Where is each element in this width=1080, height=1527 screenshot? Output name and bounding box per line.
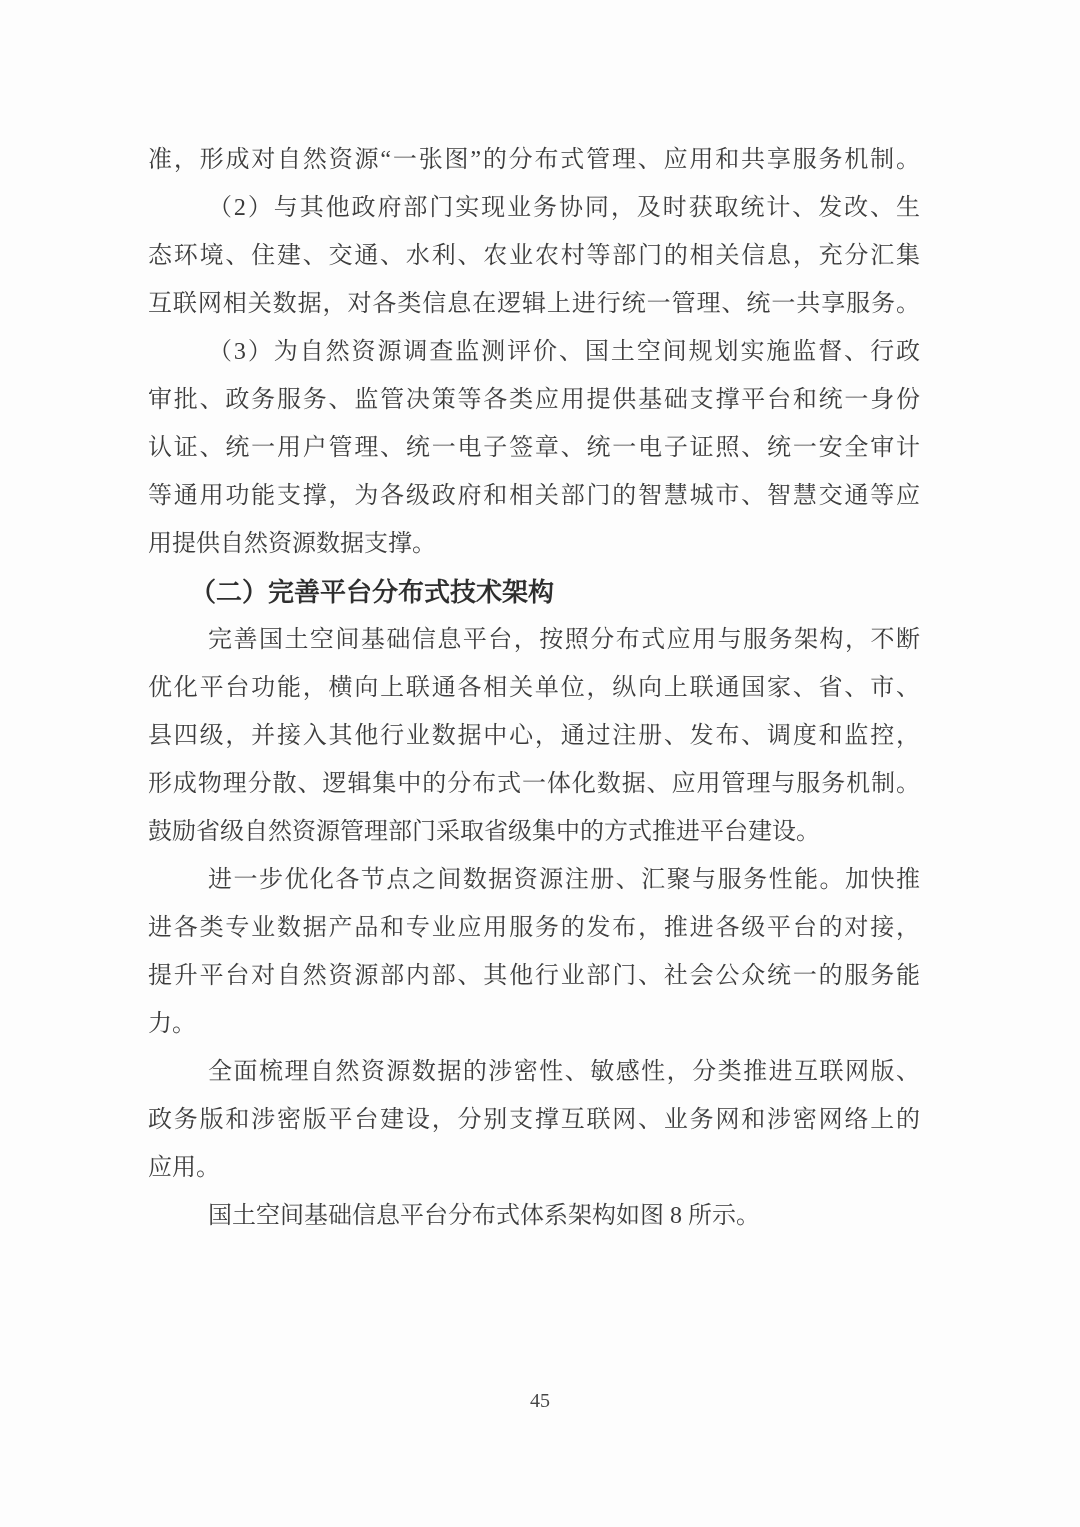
body-line: 政务版和涉密版平台建设，分别支撑互联网、业务网和涉密网络上的 xyxy=(148,1107,920,1133)
body-line: 互联网相关数据，对各类信息在逻辑上进行统一管理、统一共享服务。 xyxy=(148,291,920,317)
body-line: 准，形成对自然资源“一张图”的分布式管理、应用和共享服务机制。 xyxy=(148,147,920,173)
body-line: （3）为自然资源调查监测评价、国土空间规划实施监督、行政 xyxy=(208,339,920,365)
body-line: 鼓励省级自然资源管理部门采取省级集中的方式推进平台建设。 xyxy=(148,819,820,845)
body-line: 审批、政务服务、监管决策等各类应用提供基础支撑平台和统一身份 xyxy=(148,387,920,413)
page-number: 45 xyxy=(530,1390,550,1412)
body-line: 应用。 xyxy=(148,1155,220,1181)
body-line: 县四级，并接入其他行业数据中心，通过注册、发布、调度和监控， xyxy=(148,723,920,749)
body-line: 态环境、住建、交通、水利、农业农村等部门的相关信息，充分汇集 xyxy=(148,243,920,269)
body-line: 等通用功能支撑，为各级政府和相关部门的智慧城市、智慧交通等应 xyxy=(148,483,920,509)
body-line: 进各类专业数据产品和专业应用服务的发布，推进各级平台的对接， xyxy=(148,915,920,941)
body-line: 国土空间基础信息平台分布式体系架构如图 8 所示。 xyxy=(208,1203,760,1229)
body-line: 全面梳理自然资源数据的涉密性、敏感性，分类推进互联网版、 xyxy=(208,1059,920,1085)
body-line: 完善国土空间基础信息平台，按照分布式应用与服务架构，不断 xyxy=(208,627,920,653)
body-line: 用提供自然资源数据支撑。 xyxy=(148,531,436,557)
page-body xyxy=(148,136,920,1240)
body-line: 形成物理分散、逻辑集中的分布式一体化数据、应用管理与服务机制。 xyxy=(148,771,920,797)
body-line: 提升平台对自然资源部内部、其他行业部门、社会公众统一的服务能 xyxy=(148,963,920,989)
body-line: 进一步优化各节点之间数据资源注册、汇聚与服务性能。加快推 xyxy=(208,867,920,893)
body-line: 认证、统一用户管理、统一电子签章、统一电子证照、统一安全审计 xyxy=(148,435,920,461)
body-line: （2）与其他政府部门实现业务协同，及时获取统计、发改、生 xyxy=(208,195,920,221)
body-line: 力。 xyxy=(148,1011,196,1037)
body-line: 优化平台功能，横向上联通各相关单位，纵向上联通国家、省、市、 xyxy=(148,675,920,701)
section-heading: （二）完善平台分布式技术架构 xyxy=(190,577,555,607)
